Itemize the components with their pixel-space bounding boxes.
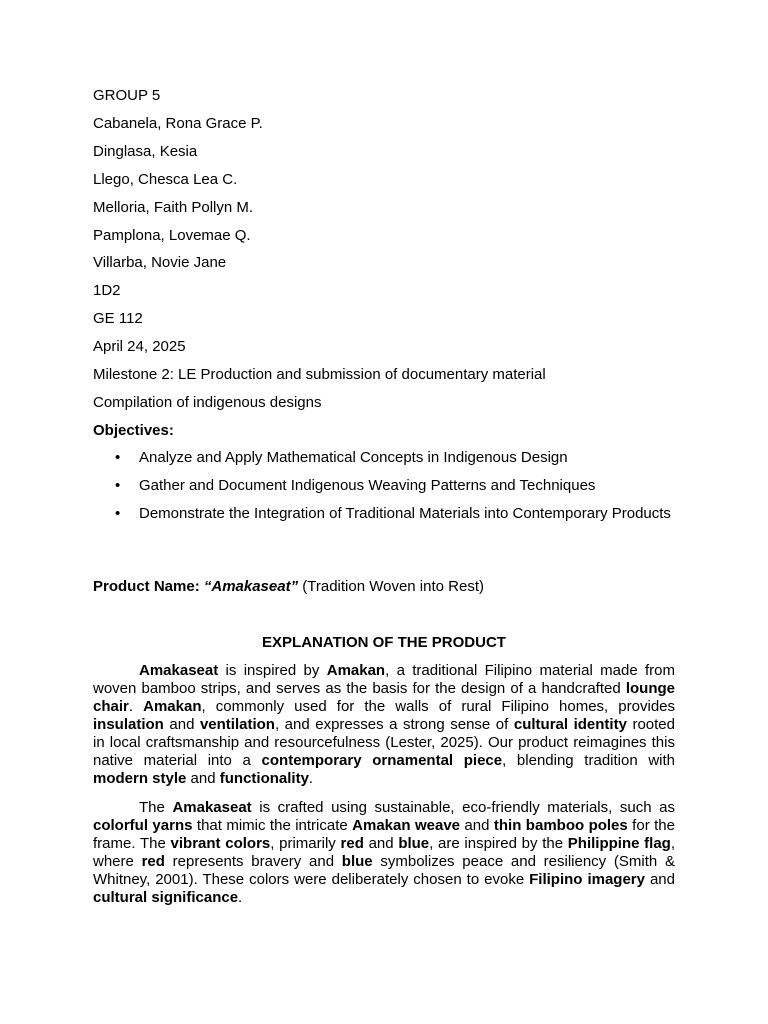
objective-item	[93, 477, 675, 495]
bold-text-run: red	[141, 853, 165, 870]
bold-text-run: Amakaseat	[172, 799, 252, 816]
bold-text-run: ventilation	[199, 716, 275, 733]
product-name: “Amakaseat”	[203, 578, 299, 595]
explanation-title: EXPLANATION OF THE PRODUCT	[262, 634, 506, 651]
explanation-paragraph-2	[93, 799, 675, 907]
objective-text: Demonstrate the Integration of Traditional Materials into Contemporary Products	[139, 505, 671, 522]
text-run: symbolizes peace and resiliency (Smith & Whitney, 2001). These colors were deliberately chosen to evoke	[93, 853, 675, 888]
bold-text-run: Amakan	[326, 662, 386, 679]
member-name: Villarba, Novie Jane	[93, 254, 227, 271]
date-label: April 24, 2025	[93, 338, 186, 355]
compilation-label: Compilation of indigenous designs	[93, 394, 322, 411]
text-run: and	[186, 770, 220, 787]
text-run: rooted in local craftsmanship and resourcefulness (Lester, 2025). Our product reimagines this native material into a	[93, 716, 675, 769]
text-run: and	[644, 871, 675, 888]
text-run: .	[308, 770, 314, 787]
text-run: and	[163, 716, 200, 733]
text-run: The	[139, 799, 173, 816]
bold-text-run: functionality	[219, 770, 309, 787]
objectives-heading: Objectives:	[93, 422, 174, 439]
objective-text: Analyze and Apply Mathematical Concepts in Indigenous Design	[139, 449, 568, 466]
bold-text-run: cultural identity	[513, 716, 627, 733]
milestone-label: Milestone 2: LE Production and submission of documentary material	[93, 366, 546, 383]
text-run: and	[363, 835, 399, 852]
bold-text-run: vibrant colors	[170, 835, 271, 852]
text-run: , and expresses a strong sense of	[274, 716, 514, 733]
bold-text-run: lounge chair	[93, 680, 675, 715]
section-label: 1D2	[93, 282, 121, 299]
bold-text-run: modern style	[93, 770, 187, 787]
text-run: for the frame. The	[93, 817, 675, 852]
objectives-list	[93, 449, 675, 523]
bold-text-run: cultural significance	[93, 889, 239, 906]
text-run: represents bravery and	[164, 853, 342, 870]
objective-item	[93, 505, 675, 523]
member-name: Cabanela, Rona Grace P.	[93, 115, 263, 132]
explanation-paragraph-1	[93, 662, 675, 788]
bold-text-run: Amakan weave	[352, 817, 460, 834]
text-run: .	[238, 889, 243, 906]
text-run: that mimic the intricate	[192, 817, 353, 834]
course-label: GE 112	[93, 310, 143, 327]
bold-text-run: contemporary ornamental piece	[261, 752, 503, 769]
bullet-icon: •	[115, 477, 121, 494]
objective-item	[93, 449, 675, 467]
member-name: Dinglasa, Kesia	[93, 143, 198, 160]
bold-text-run: thin bamboo poles	[493, 817, 628, 834]
objective-text: Gather and Document Indigenous Weaving Patterns and Techniques	[139, 477, 596, 494]
bold-text-run: red	[340, 835, 364, 852]
bold-text-run: insulation	[93, 716, 164, 733]
text-run: , primarily	[270, 835, 341, 852]
member-name: Pamplona, Lovemae Q.	[93, 227, 251, 244]
member-name: Llego, Chesca Lea C.	[93, 171, 238, 188]
bullet-icon: •	[115, 505, 121, 522]
bold-text-run: blue	[341, 853, 373, 870]
text-run: , a traditional Filipino material made from woven bamboo strips, and serves as the basis for the design of a handcrafted	[93, 662, 675, 697]
text-run: , are inspired by the	[429, 835, 568, 852]
group-label: GROUP 5	[93, 87, 161, 104]
bold-text-run: colorful yarns	[93, 817, 193, 834]
text-run: .	[128, 698, 144, 715]
text-run: is crafted using sustainable, eco-friendly materials, such as	[251, 799, 675, 816]
bold-text-run: Amakan	[143, 698, 202, 715]
text-run: is inspired by	[218, 662, 327, 679]
text-run: , where	[93, 835, 675, 870]
bold-text-run: Philippine flag	[567, 835, 671, 852]
text-run: , commonly used for the walls of rural Filipino homes, provides	[201, 698, 675, 715]
product-name-line	[93, 578, 484, 596]
member-name: Melloria, Faith Pollyn M.	[93, 199, 254, 216]
text-run: and	[460, 817, 494, 834]
bold-text-run: blue	[398, 835, 430, 852]
product-name-label: Product Name:	[93, 578, 200, 595]
bold-text-run: Amakaseat	[139, 662, 219, 679]
text-run: , blending tradition with	[502, 752, 676, 769]
bullet-icon: •	[115, 449, 121, 466]
bold-text-run: Filipino imagery	[529, 871, 645, 888]
product-tagline: (Tradition Woven into Rest)	[302, 578, 484, 595]
